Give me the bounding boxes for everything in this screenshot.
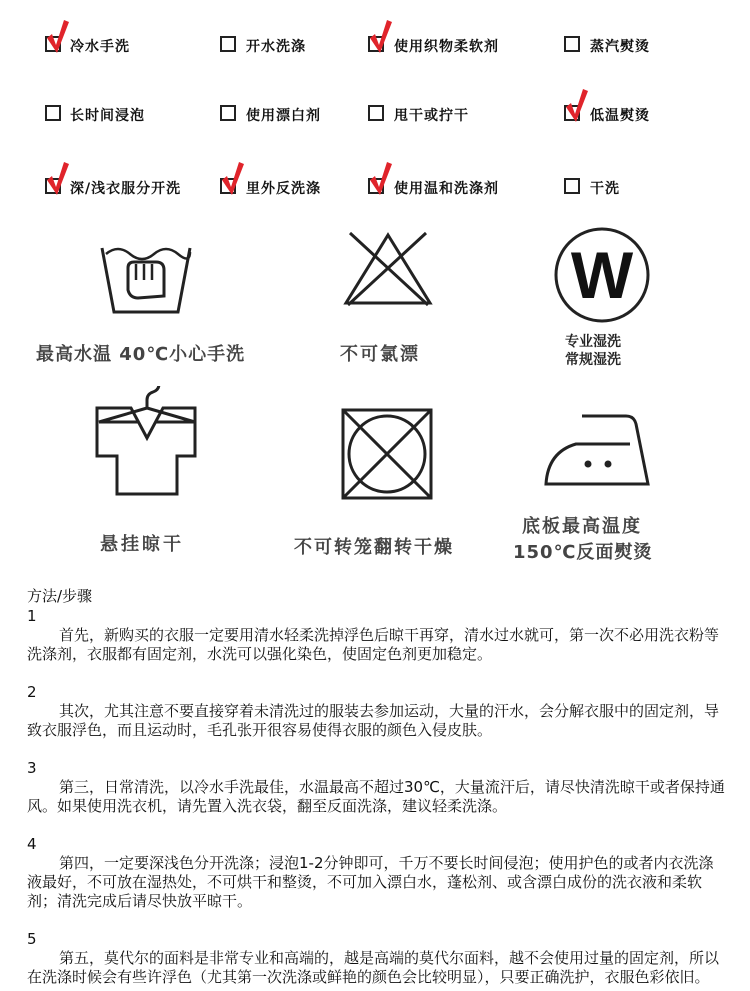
checkbox-label: 深/浅衣服分开洗 xyxy=(70,181,182,197)
method-title: 方法/步骤 xyxy=(27,587,93,605)
checkbox-steam-iron[interactable] xyxy=(564,36,580,52)
iron-label-1: 底板最高温度 xyxy=(522,516,642,537)
hand-wash-label: 最高水温 40℃小心手洗 xyxy=(36,344,246,365)
checkbox-label: 甩干或拧干 xyxy=(394,108,469,124)
hand-wash-icon xyxy=(98,240,194,318)
step-number: 3 xyxy=(27,759,37,777)
no-tumble-dry-icon xyxy=(340,407,434,501)
wet-clean-letter: W xyxy=(570,238,634,312)
wet-clean-icon xyxy=(553,226,651,324)
checkbox-label: 长时间浸泡 xyxy=(70,108,145,124)
hang-dry-icon xyxy=(93,386,199,498)
checkbox-label: 蒸汽熨烫 xyxy=(590,39,650,55)
check-mark-icon xyxy=(367,160,393,198)
step-number: 4 xyxy=(27,835,37,853)
checkbox-label: 里外反洗涤 xyxy=(246,181,321,197)
step-paragraph: 第五，莫代尔的面料是非常专业和高端的，越是高端的莫代尔面料，越不会使用过量的固定剂，所以在洗涤时候会有些许浮色（尤其第一次洗涤或鲜艳的颜色会比较明显），只要正确洗护，衣服色彩依旧。 xyxy=(27,949,720,986)
checkbox-label: 冷水手洗 xyxy=(70,39,130,55)
check-mark-icon xyxy=(367,18,393,56)
step-paragraph: 第四，一定要深浅色分开洗涤；浸泡1-2分钟即可，千万不要长时间侵泡；使用护色的或者内衣洗涤液最好，不可放在湿热处，不可烘干和整烫，不可加入漂白水，蓬松剂、或含漂白成份的洗衣液和柔软剂；清洗完成后请尽快放平晾干。 xyxy=(27,854,714,910)
iron-low-temp-icon xyxy=(542,412,652,488)
checkbox-spin-dry[interactable] xyxy=(368,105,384,121)
hang-dry-label: 悬挂晾干 xyxy=(100,534,184,555)
checkbox-long-soak[interactable] xyxy=(45,105,61,121)
checkbox-bleach[interactable] xyxy=(220,105,236,121)
wet-clean-label-1: 专业湿洗 xyxy=(565,334,621,350)
checkbox-label: 低温熨烫 xyxy=(590,108,650,124)
check-mark-icon xyxy=(44,18,70,56)
wet-clean-label-2: 常规湿洗 xyxy=(565,352,621,368)
checkbox-label: 干洗 xyxy=(590,181,620,197)
checkbox-boiling-wash[interactable] xyxy=(220,36,236,52)
checkbox-label: 使用漂白剂 xyxy=(246,108,321,124)
iron-label-2: 150℃反面熨烫 xyxy=(513,542,653,563)
checkbox-label: 开水洗涤 xyxy=(246,39,306,55)
no-bleach-icon xyxy=(342,231,434,307)
step-number: 5 xyxy=(27,930,37,948)
check-mark-icon xyxy=(563,87,589,125)
no-bleach-label: 不可氯漂 xyxy=(340,344,420,365)
step-paragraph: 其次，尤其注意不要直接穿着未清洗过的服装去参加运动，大量的汗水，会分解衣服中的固定剂，导致衣服浮色，而且运动时，毛孔张开很容易使得衣服的颜色入侵皮肤。 xyxy=(27,702,720,739)
checkbox-label: 使用织物柔软剂 xyxy=(394,39,499,55)
no-tumble-dry-label: 不可转笼翻转干燥 xyxy=(294,537,454,558)
check-mark-icon xyxy=(44,160,70,198)
step-number: 2 xyxy=(27,683,37,701)
check-mark-icon xyxy=(219,160,245,198)
step-paragraph: 第三，日常清洗，以冷水手洗最佳，水温最高不超过30℃，大量流汗后，请尽快清洗晾干或者保持通风。如果使用洗衣机，请先置入洗衣袋，翻至反面洗涤，建议轻柔洗涤。 xyxy=(27,778,725,815)
checkbox-dry-clean[interactable] xyxy=(564,178,580,194)
checkbox-label: 使用温和洗涤剂 xyxy=(394,181,499,197)
step-number: 1 xyxy=(27,607,37,625)
step-paragraph: 首先，新购买的衣服一定要用清水轻柔洗掉浮色后晾干再穿，清水过水就可，第一次不必用洗衣粉等洗涤剂，衣服都有固定剂，水洗可以强化染色，使固定色剂更加稳定。 xyxy=(27,626,720,663)
